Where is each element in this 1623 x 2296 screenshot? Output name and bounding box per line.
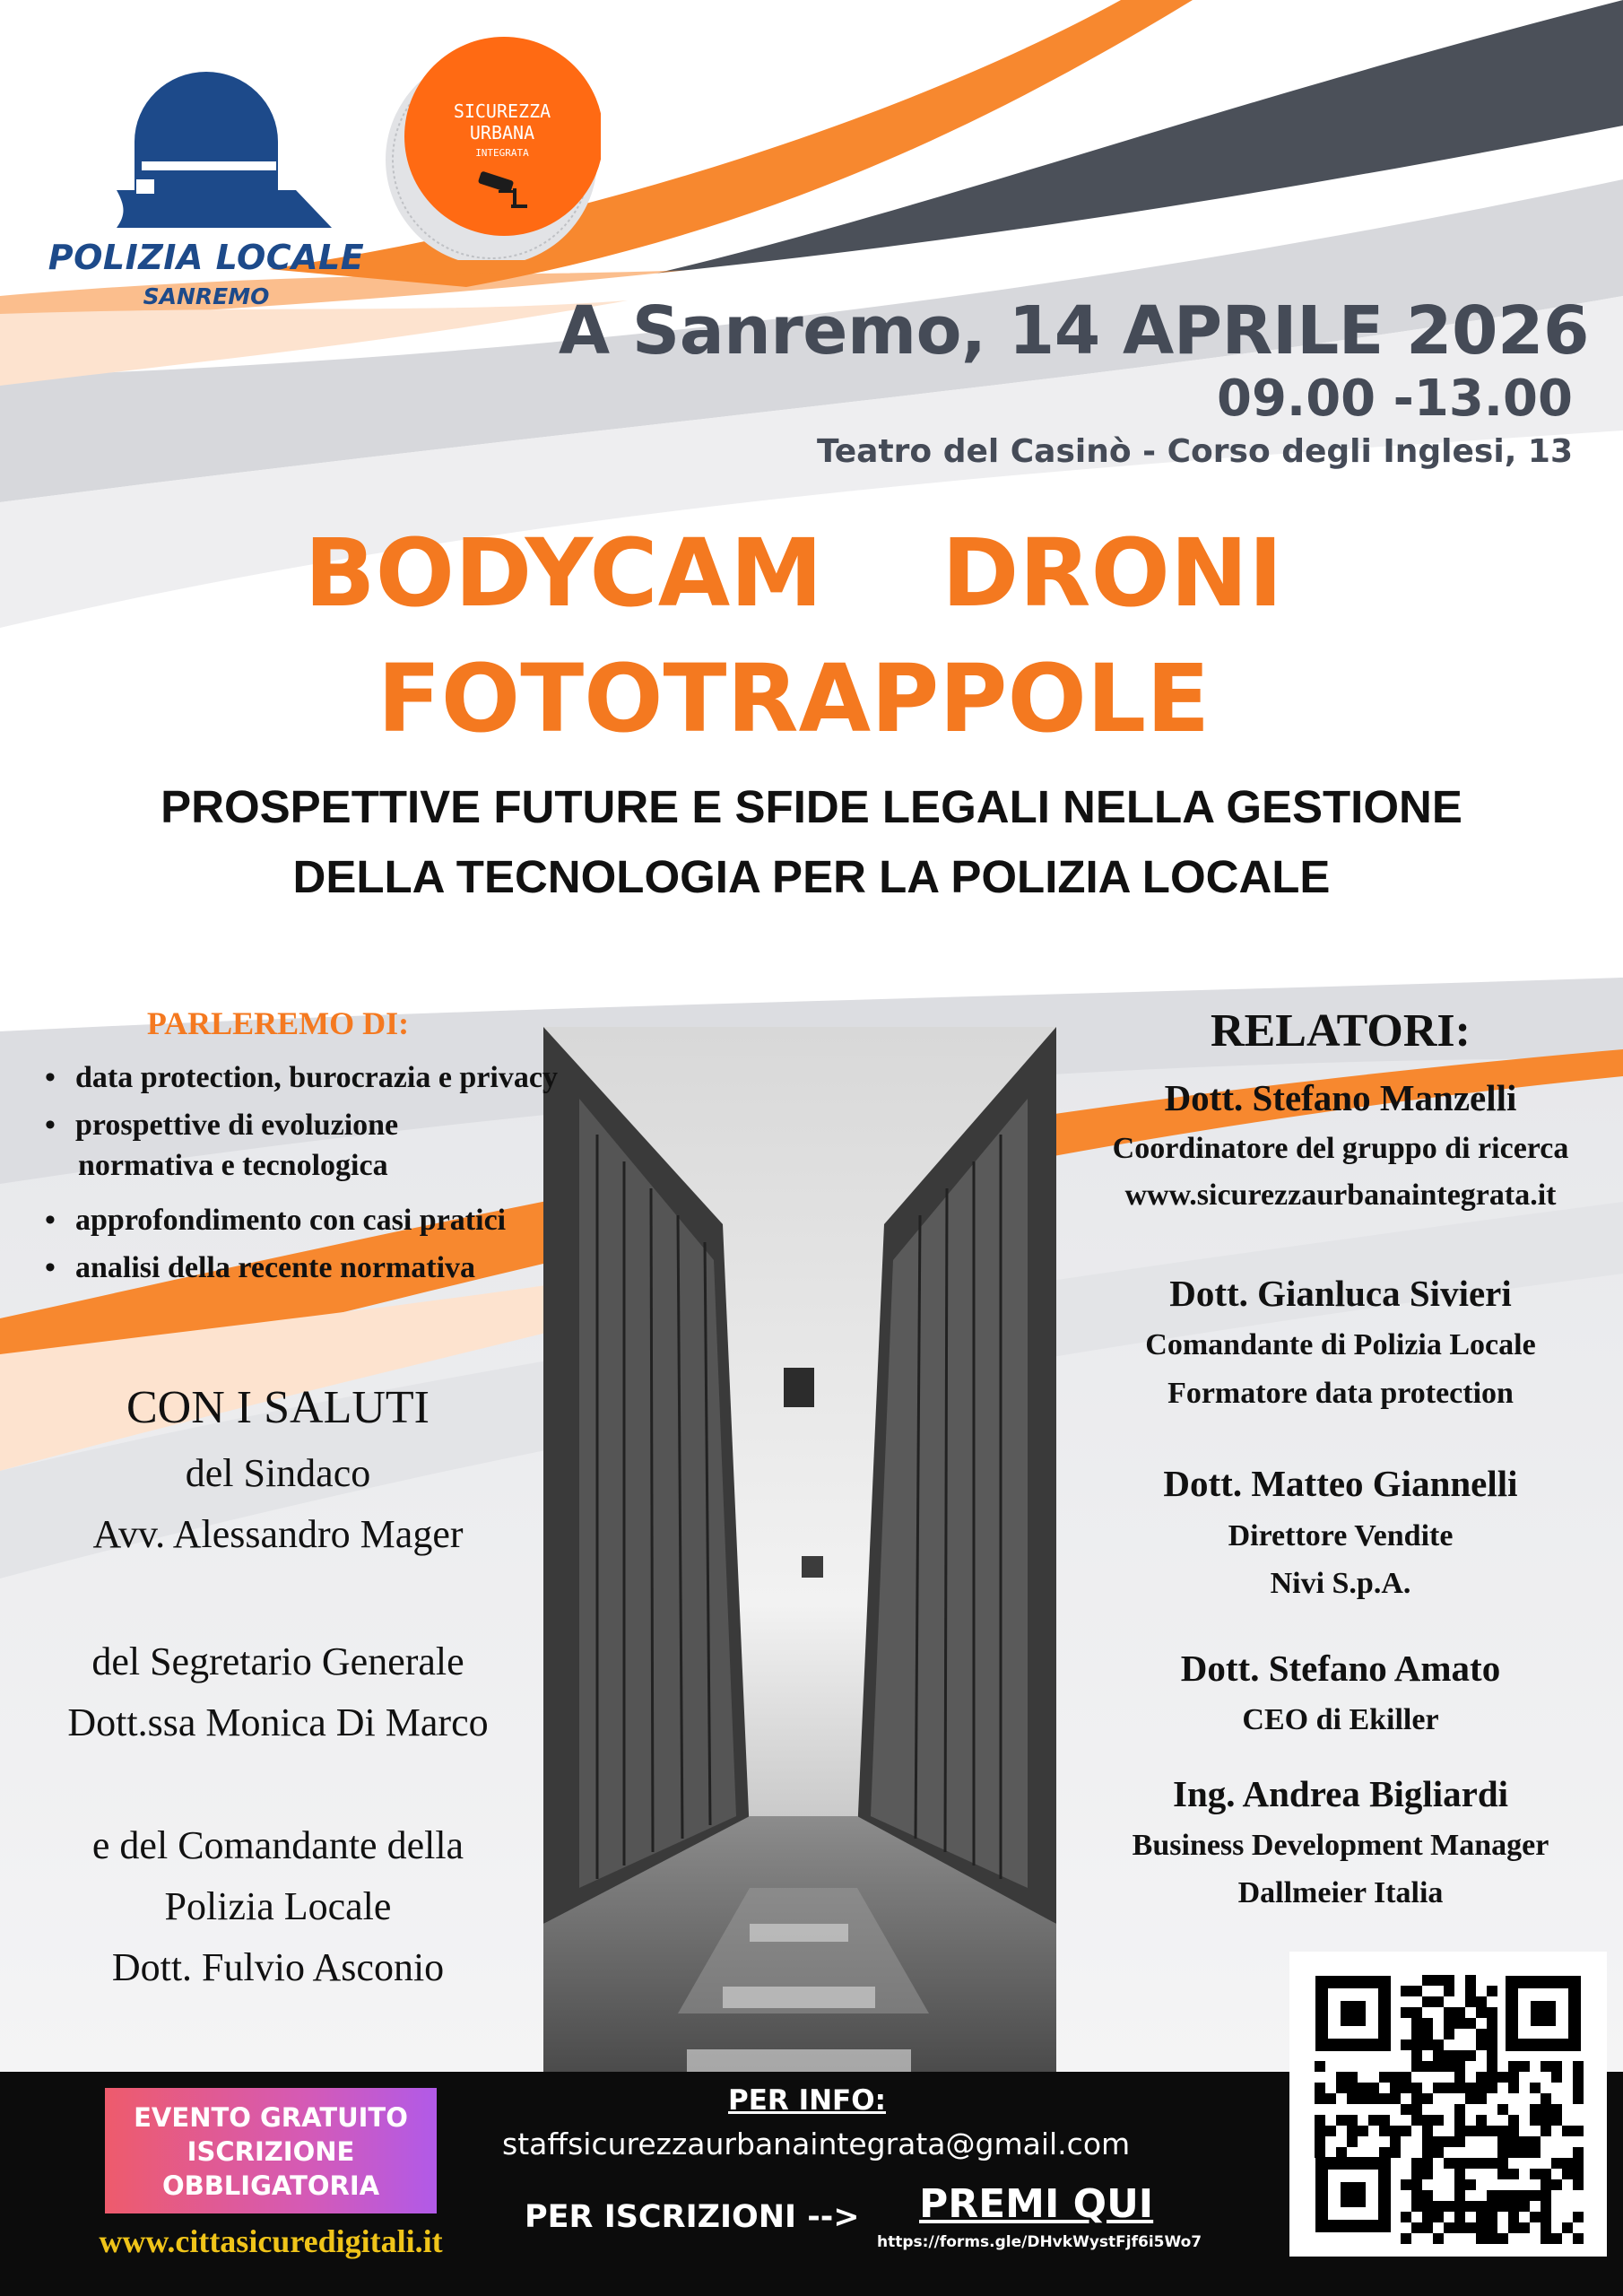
qr-module <box>1347 2115 1358 2126</box>
qr-module <box>1444 2050 1454 2061</box>
qr-module <box>1347 2072 1358 2083</box>
qr-module <box>1508 2201 1519 2212</box>
qr-module <box>1411 2179 1422 2190</box>
qr-module <box>1444 2158 1454 2169</box>
qr-module <box>1573 2169 1584 2179</box>
qr-module <box>1444 1975 1454 1986</box>
qr-module <box>1487 2061 1497 2072</box>
qr-module <box>1444 2061 1454 2072</box>
speaker-name: Dott. Stefano Amato <box>1180 1648 1501 1689</box>
qr-module <box>1444 2018 1454 2029</box>
free-event-badge <box>105 2088 437 2213</box>
list-item <box>45 1196 558 1244</box>
speaker-role: Dallmeier Italia <box>1237 1876 1444 1909</box>
qr-module <box>1573 2179 1584 2190</box>
qr-module <box>1454 2169 1465 2179</box>
speaker-role: Business Development Manager <box>1132 1829 1549 1862</box>
sicurezza-logo-line2: URBANA <box>469 122 535 144</box>
topic-continuation: normativa e tecnologica <box>78 1149 388 1182</box>
qr-module <box>1368 2093 1379 2104</box>
qr-module <box>1433 2233 1444 2244</box>
qr-module <box>1465 2050 1476 2061</box>
qr-module <box>1368 2115 1379 2126</box>
bullet-icon: • <box>45 1061 56 1094</box>
qr-module <box>1487 2083 1497 2093</box>
greeting-line: del Segretario Generale <box>91 1639 464 1683</box>
speaker-role: Coordinatore del gruppo di ricerca <box>1112 1132 1569 1165</box>
greeting-line: Dott.ssa Monica Di Marco <box>67 1700 489 1744</box>
speakers-heading: RELATORI: <box>1211 1005 1471 1057</box>
qr-module <box>1541 2179 1551 2190</box>
qr-module <box>1336 2072 1347 2083</box>
qr-module <box>1541 2093 1551 2104</box>
qr-module <box>1358 2083 1368 2093</box>
qr-module <box>1325 2093 1336 2104</box>
qr-module <box>1551 2233 1562 2244</box>
qr-module <box>1454 2050 1465 2061</box>
qr-module <box>1476 2029 1487 2039</box>
qr-module <box>1497 2169 1508 2179</box>
greeting-line: Dott. Fulvio Asconio <box>111 1945 445 1989</box>
qr-module <box>1541 2061 1551 2072</box>
qr-module <box>1454 2136 1465 2147</box>
qr-module <box>1336 2147 1347 2158</box>
qr-module <box>1444 1986 1454 1996</box>
qr-module <box>1422 2126 1433 2136</box>
qr-module <box>1530 2147 1541 2158</box>
greeting-line: del Sindaco <box>185 1451 371 1495</box>
qr-module <box>1401 2233 1411 2244</box>
qr-module <box>1315 2061 1325 2072</box>
qr-module <box>1315 2083 1325 2093</box>
qr-module <box>1401 2007 1411 2018</box>
badge-line1: EVENTO GRATUITO <box>134 2102 408 2133</box>
qr-module <box>1530 2190 1541 2201</box>
qr-module <box>1411 2104 1422 2115</box>
qr-module <box>1487 2126 1497 2136</box>
qr-module <box>1476 2039 1487 2050</box>
qr-module <box>1573 2212 1584 2222</box>
qr-module <box>1465 1996 1476 2007</box>
qr-module <box>1379 2147 1390 2158</box>
qr-module <box>1519 2147 1530 2158</box>
qr-module <box>1390 2083 1401 2093</box>
qr-module <box>1358 2093 1368 2104</box>
qr-module <box>1390 2072 1401 2083</box>
qr-module <box>1476 2233 1487 2244</box>
badge-line3: OBBLIGATORIA <box>161 2170 380 2201</box>
speaker-role: Nivi S.p.A. <box>1270 1567 1411 1600</box>
qr-module <box>1315 2126 1325 2136</box>
qr-module <box>1541 2222 1551 2233</box>
qr-module <box>1422 2029 1433 2039</box>
qr-module <box>1541 2169 1551 2179</box>
qr-module <box>1476 2007 1487 2018</box>
qr-module <box>1454 2126 1465 2136</box>
event-title-line2: FOTOTRAPPOLE <box>377 644 1211 753</box>
qr-module <box>1411 2039 1422 2050</box>
qr-module <box>1487 1986 1497 1996</box>
qr-module <box>1476 2126 1487 2136</box>
qr-module <box>1315 2115 1325 2126</box>
qr-module <box>1422 2093 1433 2104</box>
qr-module <box>1530 2104 1541 2115</box>
qr-module <box>1411 2083 1422 2093</box>
qr-module <box>1433 2147 1444 2158</box>
qr-module <box>1487 2190 1497 2201</box>
qr-module <box>1315 2147 1325 2158</box>
event-title-line1: BODYCAM DRONI <box>304 518 1283 628</box>
greeting-line: e del Comandante della <box>91 1823 464 1867</box>
qr-module <box>1444 2201 1454 2212</box>
qr-module <box>1508 2222 1519 2233</box>
qr-module <box>1454 2061 1465 2072</box>
qr-module <box>1508 2147 1519 2158</box>
qr-module <box>1573 2147 1584 2158</box>
bullet-icon: • <box>45 1109 56 1142</box>
qr-module <box>1315 2136 1325 2147</box>
qr-module <box>1368 2083 1379 2093</box>
qr-module <box>1508 2212 1519 2222</box>
qr-module <box>1497 2190 1508 2201</box>
qr-module <box>1487 2201 1497 2212</box>
qr-module <box>1390 2093 1401 2104</box>
qr-module <box>1444 2222 1454 2233</box>
qr-module <box>1454 2222 1465 2233</box>
qr-module <box>1519 2201 1530 2212</box>
qr-module <box>1422 2190 1433 2201</box>
qr-module <box>1562 2222 1573 2233</box>
qr-module <box>1411 2201 1422 2212</box>
qr-module <box>1530 2115 1541 2126</box>
qr-module <box>1465 2158 1476 2169</box>
qr-module <box>1519 2136 1530 2147</box>
event-date: A Sanremo, 14 APRILE 2026 <box>558 292 1589 370</box>
qr-module <box>1336 2083 1347 2093</box>
topic-text: prospettive di evoluzione <box>75 1109 399 1142</box>
qr-module <box>1454 2007 1465 2018</box>
qr-module <box>1401 2072 1411 2083</box>
qr-module <box>1497 2201 1508 2212</box>
sicurezza-logo-line3: INTEGRATA <box>475 147 529 159</box>
greeting-line: Avv. Alessandro Mager <box>92 1512 464 1556</box>
qr-module <box>1508 2115 1519 2126</box>
qr-module <box>1444 2136 1454 2147</box>
qr-module <box>1476 2222 1487 2233</box>
topic-text: approfondimento con casi pratici <box>75 1204 507 1237</box>
qr-module <box>1508 2083 1519 2093</box>
helmet-icon <box>36 36 377 233</box>
qr-module <box>1411 1986 1422 1996</box>
qr-module <box>1497 2072 1508 2083</box>
qr-module <box>1487 2222 1497 2233</box>
qr-module <box>1465 1986 1476 1996</box>
qr-module <box>1390 2147 1401 2158</box>
qr-module <box>1476 2158 1487 2169</box>
qr-module <box>1519 2061 1530 2072</box>
qr-module <box>1422 2222 1433 2233</box>
qr-module <box>1487 2018 1497 2029</box>
qr-module <box>1508 2126 1519 2136</box>
qr-module <box>1433 2136 1444 2147</box>
qr-module <box>1422 2061 1433 2072</box>
list-item <box>45 1244 558 1292</box>
qr-module <box>1573 2083 1584 2093</box>
qr-module <box>1433 2212 1444 2222</box>
qr-module <box>1347 2083 1358 2093</box>
qr-module <box>1444 2083 1454 2093</box>
qr-module <box>1530 2169 1541 2179</box>
qr-module <box>1401 2179 1411 2190</box>
qr-module <box>1454 2201 1465 2212</box>
qr-module <box>1390 2136 1401 2147</box>
qr-module <box>1454 2115 1465 2126</box>
qr-module <box>1497 2233 1508 2244</box>
qr-module <box>1379 2093 1390 2104</box>
greetings-heading: CON I SALUTI <box>126 1382 430 1433</box>
speaker-name: Dott. Stefano Manzelli <box>1164 1077 1517 1118</box>
qr-module <box>1562 2158 1573 2169</box>
qr-module <box>1497 2136 1508 2147</box>
qr-module <box>1487 2029 1497 2039</box>
qr-module <box>1411 2190 1422 2201</box>
qr-module <box>1465 2018 1476 2029</box>
police-logo-title: POLIZIA LOCALE <box>48 238 365 277</box>
qr-module <box>1433 2039 1444 2050</box>
qr-module <box>1530 2136 1541 2147</box>
speaker-role: Formatore data protection <box>1167 1377 1514 1410</box>
qr-module <box>1347 2093 1358 2104</box>
list-item <box>45 1101 558 1149</box>
qr-module <box>1541 2201 1551 2212</box>
qr-module <box>1454 2083 1465 2093</box>
qr-module <box>1379 2072 1390 2083</box>
qr-module <box>1325 2126 1336 2136</box>
qr-module <box>1347 2126 1358 2136</box>
qr-module <box>1519 2222 1530 2233</box>
qr-module <box>1422 2212 1433 2222</box>
qr-module <box>1487 2050 1497 2061</box>
badge-line2: ISCRIZIONE <box>187 2136 355 2167</box>
qr-module <box>1454 2158 1465 2169</box>
qr-module <box>1497 2126 1508 2136</box>
qr-module <box>1562 2126 1573 2136</box>
qr-module <box>1401 2083 1411 2093</box>
qr-module <box>1573 2126 1584 2136</box>
sicurezza-logo-line1: SICUREZZA <box>453 100 551 122</box>
qr-module <box>1444 2029 1454 2039</box>
qr-module <box>1411 2018 1422 2029</box>
qr-module <box>1411 2093 1422 2104</box>
qr-module <box>1411 2029 1422 2039</box>
qr-module <box>1433 1996 1444 2007</box>
qr-module <box>1465 1975 1476 1986</box>
qr-module <box>1422 2158 1433 2169</box>
qr-module <box>1465 2179 1476 2190</box>
qr-module <box>1519 2190 1530 2201</box>
qr-module <box>1422 2115 1433 2126</box>
list-item <box>45 1054 558 1101</box>
qr-module <box>1454 2179 1465 2190</box>
qr-module <box>1487 2072 1497 2083</box>
qr-module <box>1476 1996 1487 2007</box>
qr-module <box>1454 2212 1465 2222</box>
signup-url-link[interactable]: https://forms.gle/DHvkWystFjf6i5Wo7 <box>877 2233 1202 2251</box>
speaker-role: Direttore Vendite <box>1228 1519 1454 1552</box>
qr-module <box>1401 1986 1411 1996</box>
qr-module <box>1433 2201 1444 2212</box>
qr-module <box>1573 2233 1584 2244</box>
qr-module <box>1476 2083 1487 2093</box>
qr-module <box>1315 2093 1325 2104</box>
event-time: 09.00 -13.00 <box>1216 370 1573 428</box>
qr-module <box>1358 2126 1368 2136</box>
qr-module <box>1573 2061 1584 2072</box>
qr-module <box>1411 2169 1422 2179</box>
qr-module <box>1487 2007 1497 2018</box>
logo-circle-icon <box>368 27 601 260</box>
speaker-name: Ing. Andrea Bigliardi <box>1172 1773 1509 1814</box>
info-email-link[interactable]: staffsicurezzaurbanaintegrata@gmail.com <box>502 2126 1131 2161</box>
qr-module <box>1422 2169 1433 2179</box>
qr-module <box>1422 2039 1433 2050</box>
speaker-role: CEO di Ekiller <box>1242 1703 1439 1736</box>
qr-module <box>1497 2104 1508 2115</box>
qr-module <box>1508 2072 1519 2083</box>
qr-module <box>1551 2061 1562 2072</box>
qr-module <box>1454 2104 1465 2115</box>
info-heading: PER INFO: <box>728 2084 886 2117</box>
qr-module <box>1541 2190 1551 2201</box>
qr-module <box>1465 2222 1476 2233</box>
police-logo-subtitle: SANREMO <box>143 283 270 309</box>
sicurezza-urbana-logo <box>368 27 601 260</box>
qr-module <box>1487 2039 1497 2050</box>
qr-module <box>1433 2050 1444 2061</box>
signup-label: PER ISCRIZIONI --> <box>525 2199 860 2235</box>
qr-module <box>1530 2212 1541 2222</box>
qr-module <box>1401 2126 1411 2136</box>
qr-module <box>1411 2158 1422 2169</box>
greeting-line: Polizia Locale <box>164 1884 392 1928</box>
qr-module <box>1465 2126 1476 2136</box>
qr-module <box>1411 2061 1422 2072</box>
website-link[interactable]: www.cittasicuredigitali.it <box>99 2223 443 2259</box>
street-photo <box>543 1027 1056 2076</box>
qr-module <box>1487 2233 1497 2244</box>
qr-module <box>1551 2072 1562 2083</box>
qr-module <box>1497 2158 1508 2169</box>
qr-module <box>1476 2072 1487 2083</box>
qr-module <box>1573 2093 1584 2104</box>
qr-module <box>1422 2136 1433 2147</box>
qr-module <box>1476 2212 1487 2222</box>
speaker-website: www.sicurezzaurbanaintegrata.it <box>1124 1178 1557 1212</box>
qr-module <box>1433 2083 1444 2093</box>
qr-module <box>1508 2061 1519 2072</box>
qr-module <box>1401 2104 1411 2115</box>
qr-module <box>1497 2147 1508 2158</box>
qr-module <box>1444 2007 1454 2018</box>
event-subtitle-line1: PROSPETTIVE FUTURE E SFIDE LEGALI NELLA GESTIONE <box>161 781 1462 832</box>
qr-module <box>1390 2126 1401 2136</box>
qr-module <box>1551 2158 1562 2169</box>
polizia-locale-logo <box>36 36 377 309</box>
qr-module <box>1422 1975 1433 1986</box>
topic-text: analisi della recente normativa <box>75 1251 476 1284</box>
qr-module <box>1433 2115 1444 2126</box>
qr-module <box>1422 1996 1433 2007</box>
qr-module <box>1422 2018 1433 2029</box>
qr-module <box>1465 2093 1476 2104</box>
qr-module <box>1487 2212 1497 2222</box>
qr-module <box>1573 2158 1584 2169</box>
qr-module <box>1476 2115 1487 2126</box>
qr-module <box>1379 2115 1390 2126</box>
speaker-role: Comandante di Polizia Locale <box>1145 1328 1536 1361</box>
qr-module <box>1508 2136 1519 2147</box>
qr-module <box>1433 2061 1444 2072</box>
signup-button[interactable]: PREMI QUI <box>919 2181 1154 2227</box>
topics-heading: PARLEREMO DI: <box>146 1005 410 1041</box>
qr-module <box>1573 2072 1584 2083</box>
qr-module <box>1347 2136 1358 2147</box>
bullet-icon: • <box>45 1251 56 1284</box>
speaker-name: Dott. Matteo Giannelli <box>1163 1463 1518 1504</box>
qr-module <box>1401 2039 1411 2050</box>
qr-module <box>1454 2018 1465 2029</box>
security-camera-icon <box>472 169 534 213</box>
qr-module <box>1541 2104 1551 2115</box>
event-subtitle-line2: DELLA TECNOLOGIA PER LA POLIZIA LOCALE <box>292 851 1331 902</box>
qr-module <box>1562 2169 1573 2179</box>
qr-module <box>1487 2158 1497 2169</box>
speaker-name: Dott. Gianluca Sivieri <box>1169 1273 1512 1314</box>
qr-module <box>1541 2115 1551 2126</box>
qr-module <box>1476 2201 1487 2212</box>
qr-module <box>1411 2222 1422 2233</box>
qr-module <box>1454 2190 1465 2201</box>
qr-module <box>1508 2169 1519 2179</box>
qr-module <box>1465 2083 1476 2093</box>
qr-module <box>1411 2115 1422 2126</box>
bullet-icon: • <box>45 1204 56 1237</box>
event-venue: Teatro del Casinò - Corso degli Inglesi, 13 <box>816 433 1573 470</box>
qr-code-icon[interactable] <box>1289 1952 1607 2257</box>
qr-module <box>1551 2179 1562 2190</box>
qr-module <box>1541 2126 1551 2136</box>
qr-module <box>1541 2212 1551 2222</box>
qr-module <box>1551 2115 1562 2126</box>
qr-module <box>1508 2190 1519 2201</box>
qr-module <box>1422 2201 1433 2212</box>
qr-module <box>1422 2147 1433 2158</box>
qr-module <box>1401 2212 1411 2222</box>
qr-module <box>1454 2072 1465 2083</box>
qr-module <box>1530 2083 1541 2093</box>
qr-module <box>1411 2050 1422 2061</box>
qr-module <box>1551 2104 1562 2115</box>
qr-module <box>1465 2201 1476 2212</box>
qr-module <box>1379 2126 1390 2136</box>
qr-module <box>1541 2233 1551 2244</box>
qr-module <box>1411 2007 1422 2018</box>
qr-module <box>1336 2115 1347 2126</box>
topic-text: data protection, burocrazia e privacy <box>75 1061 558 1094</box>
qr-module <box>1433 1975 1444 1986</box>
qr-module <box>1476 2093 1487 2104</box>
